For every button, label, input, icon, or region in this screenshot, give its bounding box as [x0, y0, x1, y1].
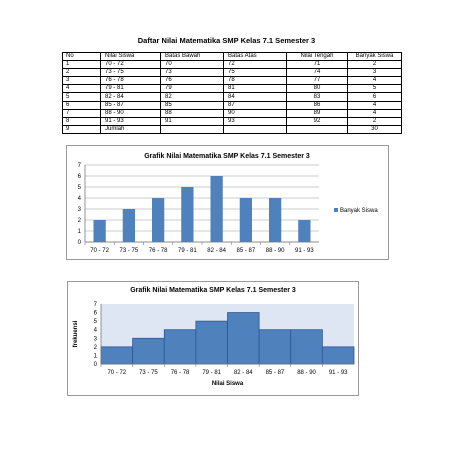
x-axis-label: Nilai Siswa — [211, 381, 244, 387]
y-tick-label: 0 — [77, 240, 81, 246]
table-cell: 70 - 72 — [101, 61, 161, 69]
bar — [123, 209, 135, 242]
table-cell: 73 - 75 — [101, 69, 161, 77]
y-tick-label: 0 — [93, 362, 97, 368]
table-cell: Banyak Siswa — [348, 53, 402, 61]
table-cell: 3 — [63, 77, 101, 85]
y-tick-label: 3 — [93, 336, 97, 343]
table-cell: 79 — [161, 85, 224, 93]
bar — [240, 198, 252, 242]
histogram-chart-frequency — [67, 281, 359, 396]
table-cell — [161, 125, 224, 133]
bar — [259, 330, 291, 364]
table-cell: 93 — [224, 117, 287, 125]
table-cell: Nilai Siswa — [101, 53, 161, 61]
table-cell: 1 — [63, 61, 101, 69]
bar — [322, 347, 354, 364]
x-tick-label: 91 - 93 — [328, 370, 348, 376]
x-tick-label: 85 - 87 — [265, 370, 285, 376]
table-cell: 75 — [224, 69, 287, 77]
table-cell: 76 - 78 — [101, 77, 161, 85]
table-cell: Batas Atas — [224, 53, 287, 61]
table-cell: 4 — [63, 85, 101, 93]
x-tick-label: 82 - 84 — [207, 248, 226, 254]
table-cell: 85 - 87 — [101, 101, 161, 109]
table-cell: 72 — [224, 61, 287, 69]
table-cell: 5 — [63, 93, 101, 101]
table-title: Daftar Nilai Matematika SMP Kelas 7.1 Semester 3 — [137, 36, 316, 45]
table-cell: 76 — [161, 77, 224, 85]
table-cell: 5 — [348, 85, 402, 93]
table-cell: 80 — [287, 85, 348, 93]
table-cell: 81 — [224, 85, 287, 93]
table-cell: 86 — [287, 101, 348, 109]
table-cell: 2 — [348, 117, 402, 125]
x-tick-label: 73 - 75 — [119, 248, 139, 254]
bar — [93, 220, 105, 242]
chart-title: Grafik Nilai Matematika SMP Kelas 7.1 Semester 3 — [130, 287, 296, 294]
grades-table — [62, 52, 402, 134]
table-cell: 83 — [287, 93, 348, 101]
y-tick-label: 6 — [77, 174, 81, 180]
bar — [269, 198, 281, 242]
table-cell: 4 — [348, 77, 402, 85]
table-row — [63, 109, 402, 117]
table-cell: Batas Bawah — [161, 53, 224, 61]
chart-title: Grafik Nilai Matematika SMP Kelas 7.1 Semester 3 — [144, 153, 310, 160]
x-tick-label: 85 - 87 — [236, 248, 256, 254]
table-cell: 30 — [348, 125, 402, 133]
table-row — [63, 85, 402, 93]
table-cell: 9 — [63, 125, 101, 133]
table-cell: 4 — [348, 109, 402, 117]
bar — [164, 330, 196, 364]
y-tick-label: 7 — [77, 163, 81, 169]
table-cell: 89 — [287, 109, 348, 117]
bar — [298, 220, 310, 242]
y-tick-label: 3 — [77, 207, 81, 213]
table-cell: 2 — [63, 69, 101, 77]
table-cell — [224, 125, 287, 133]
table-cell: 77 — [287, 77, 348, 85]
y-axis-label: frekuensi — [73, 320, 79, 348]
table-row — [63, 101, 402, 109]
legend-label: Banyak Siswa — [340, 208, 378, 214]
table-cell: 4 — [348, 101, 402, 109]
table-cell: 71 — [287, 61, 348, 69]
table-cell: No — [63, 53, 101, 61]
table-cell: 87 — [224, 101, 287, 109]
bar — [210, 176, 222, 242]
table-row — [63, 61, 402, 69]
table-header-row — [63, 53, 402, 61]
table-cell: 2 — [348, 61, 402, 69]
y-tick-label: 1 — [77, 229, 81, 235]
table-row — [63, 117, 402, 125]
table-cell: Nilai Tengah — [287, 53, 348, 61]
bar — [101, 347, 133, 364]
bar — [228, 313, 260, 364]
table-cell — [287, 125, 348, 133]
table-cell: 85 — [161, 101, 224, 109]
x-tick-label: 70 - 72 — [107, 370, 127, 376]
x-tick-label: 88 - 90 — [297, 370, 316, 376]
table-cell: 3 — [348, 69, 402, 77]
bar — [291, 330, 323, 364]
table-cell: 73 — [161, 69, 224, 77]
table-cell: 6 — [63, 101, 101, 109]
bar — [196, 321, 228, 364]
y-tick-label: 4 — [93, 327, 97, 334]
y-tick-label: 2 — [77, 218, 81, 224]
legend-swatch — [334, 208, 338, 212]
x-tick-label: 82 - 84 — [233, 370, 253, 376]
y-tick-label: 2 — [93, 344, 97, 351]
chart2-svg — [68, 282, 358, 395]
x-tick-label: 79 - 81 — [202, 370, 222, 376]
table-cell: 91 — [161, 117, 224, 125]
x-tick-label: 76 - 78 — [148, 248, 168, 254]
table-cell: 74 — [287, 69, 348, 77]
table-cell: 78 — [224, 77, 287, 85]
table-cell: 88 — [161, 109, 224, 117]
table-cell: 92 — [287, 117, 348, 125]
table-row — [63, 77, 402, 85]
x-tick-label: 76 - 78 — [170, 370, 190, 376]
table-row — [63, 69, 402, 77]
y-tick-label: 1 — [93, 353, 97, 360]
table-cell: 90 — [224, 109, 287, 117]
table-cell: 7 — [63, 109, 101, 117]
x-tick-label: 91 - 93 — [295, 248, 314, 254]
y-tick-label: 7 — [93, 302, 97, 308]
table-cell: 82 - 84 — [101, 93, 161, 101]
table-cell: 70 — [161, 61, 224, 69]
x-tick-label: 88 - 90 — [265, 248, 285, 254]
table-cell: 82 — [161, 93, 224, 101]
table-row — [63, 93, 402, 101]
y-tick-label: 6 — [93, 310, 97, 317]
table-row — [63, 125, 402, 133]
y-tick-label: 5 — [77, 185, 81, 191]
x-tick-label: 79 - 81 — [178, 248, 197, 254]
table-cell: 79 - 81 — [101, 85, 161, 93]
table-cell: 88 - 90 — [101, 109, 161, 117]
table-cell: 8 — [63, 117, 101, 125]
bar — [181, 187, 193, 242]
table-cell: 91 - 93 — [101, 117, 161, 125]
histogram-chart-with-legend — [66, 145, 389, 260]
chart1-svg — [67, 146, 388, 259]
table-cell: 84 — [224, 93, 287, 101]
bar — [133, 338, 165, 364]
bar — [152, 198, 164, 242]
y-tick-label: 5 — [93, 319, 97, 326]
x-tick-label: 70 - 72 — [90, 248, 109, 254]
table-cell: Jumlah — [101, 125, 161, 133]
table-cell: 6 — [348, 93, 402, 101]
y-tick-label: 4 — [77, 196, 81, 202]
x-tick-label: 73 - 75 — [139, 370, 158, 376]
